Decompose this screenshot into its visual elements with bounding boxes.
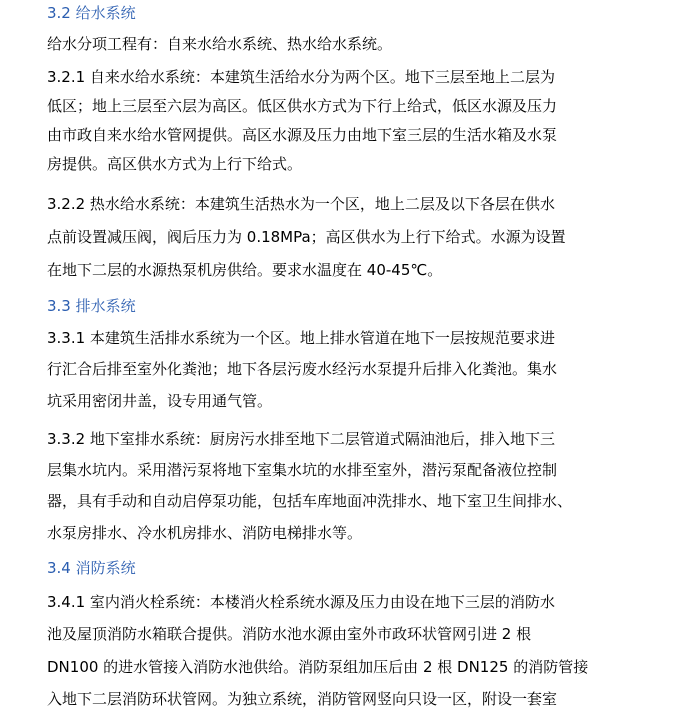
paragraph-line: 行汇合后排至室外化粪池；地下各层污废水经污水泵提升后排入化粪池。集水 <box>47 360 558 378</box>
section-heading-drainage: 3.3 排水系统 <box>47 297 136 315</box>
paragraph-line: 水泵房排水、冷水机房排水、消防电梯排水等。 <box>47 524 363 542</box>
paragraph-line: 给水分项工程有：自来水给水系统、热水给水系统。 <box>47 35 393 53</box>
section-heading-water-supply: 3.2 给水系统 <box>47 4 136 22</box>
paragraph-line: 3.3.2 地下室排水系统：厨房污水排至地下二层管道式隔油池后，排入地下三 <box>47 430 555 448</box>
paragraph-line: 3.4.1 室内消火栓系统：本楼消火栓系统水源及压力由设在地下三层的消防水 <box>47 593 555 611</box>
paragraph-line: 在地下二层的水源热泵机房供给。要求水温度在 40-45℃。 <box>47 261 443 279</box>
paragraph-line: 入地下二层消防环状管网。为独立系统，消防管网竖向只设一区，附设一套室 <box>47 690 558 708</box>
paragraph-line: 3.2.1 自来水给水系统：本建筑生活给水分为两个区。地下三层至地上二层为 <box>47 68 555 86</box>
paragraph-line: 池及屋顶消防水箱联合提供。消防水池水源由室外市政环状管网引进 2 根 <box>47 625 532 643</box>
section-heading-fire-protection: 3.4 消防系统 <box>47 559 136 577</box>
paragraph-line: 3.2.2 热水给水系统：本建筑生活热水为一个区，地上二层及以下各层在供水 <box>47 195 555 213</box>
paragraph-line: 房提供。高区供水方式为上行下给式。 <box>47 155 303 173</box>
paragraph-line: 器，具有手动和自动启停泵功能，包括车库地面冲洗排水、地下室卫生间排水、 <box>47 492 573 510</box>
paragraph-line: 3.3.1 本建筑生活排水系统为一个区。地上排水管道在地下一层按规范要求进 <box>47 329 555 347</box>
paragraph-line: 坑采用密闭井盖，设专用通气管。 <box>47 392 273 410</box>
paragraph-line: 点前设置减压阀，阀后压力为 0.18MPa；高区供水为上行下给式。水源为设置 <box>47 228 566 246</box>
paragraph-line: 层集水坑内。采用潜污泵将地下室集水坑的水排至室外，潜污泵配备液位控制 <box>47 461 558 479</box>
paragraph-line: 低区；地上三层至六层为高区。低区供水方式为下行上给式，低区水源及压力 <box>47 97 558 115</box>
paragraph-line: 由市政自来水给水管网提供。高区水源及压力由地下室三层的生活水箱及水泵 <box>47 126 558 144</box>
paragraph-line: DN100 的进水管接入消防水池供给。消防泵组加压后由 2 根 DN125 的消防管接 <box>47 658 589 676</box>
